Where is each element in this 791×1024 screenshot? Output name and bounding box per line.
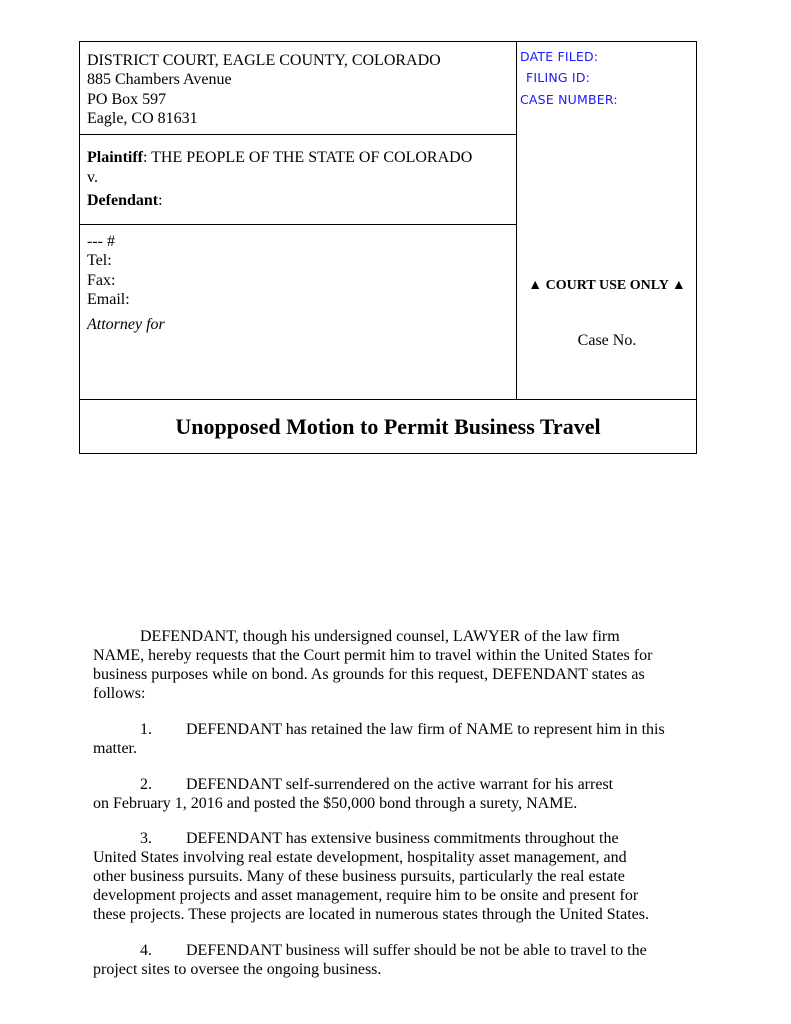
paragraph-line: United States involving real estate development, hospitality asset management, and bbox=[93, 849, 627, 866]
intro-line: DEFENDANT, though his undersigned counsel, LAWYER of the law firm bbox=[140, 628, 620, 645]
court-street: 885 Chambers Avenue bbox=[87, 71, 232, 88]
intro-paragraph bbox=[93, 627, 693, 703]
case-caption-table bbox=[79, 41, 697, 454]
title-cell bbox=[80, 399, 696, 455]
numbered-paragraph-4 bbox=[93, 941, 693, 979]
paragraph-line: on February 1, 2016 and posted the $50,000 bond through a surety, NAME. bbox=[93, 795, 578, 812]
attorney-reg-number: --- # bbox=[87, 233, 115, 250]
paragraph-line: these projects. These projects are located in numerous states through the United States. bbox=[93, 906, 649, 923]
paragraph-first-line: 1. DEFENDANT has retained the law firm of NAME to represent him in this bbox=[93, 720, 693, 739]
plaintiff-value: : THE PEOPLE OF THE STATE OF COLORADO bbox=[143, 149, 473, 166]
intro-line: follows: bbox=[93, 685, 146, 702]
paragraph-number: 2. bbox=[140, 776, 152, 793]
attorney-info-cell bbox=[80, 224, 516, 399]
attorney-email: Email: bbox=[87, 291, 130, 308]
intro-line: NAME, hereby requests that the Court permit him to travel within the United States for bbox=[93, 647, 653, 664]
paragraph-line: other business pursuits. Many of these business pursuits, particularly the real estate bbox=[93, 868, 625, 885]
attorney-for: Attorney for bbox=[87, 316, 165, 333]
court-use-only-label: ▲ COURT USE ONLY ▲ bbox=[528, 278, 686, 293]
paragraph-line: matter. bbox=[93, 740, 137, 757]
court-info-cell bbox=[80, 42, 516, 135]
paragraph-number: 1. bbox=[140, 721, 152, 738]
filing-id-label: FILING ID: bbox=[526, 70, 591, 85]
attorney-tel: Tel: bbox=[87, 252, 112, 269]
document-title: Unopposed Motion to Permit Business Travel bbox=[175, 414, 601, 439]
court-name: DISTRICT COURT, EAGLE COUNTY, COLORADO bbox=[87, 52, 441, 69]
defendant-line bbox=[87, 191, 163, 210]
paragraph-first-line: 3. DEFENDANT has extensive business commitments throughout the bbox=[93, 829, 693, 848]
date-filed-label: DATE FILED: bbox=[520, 49, 599, 64]
plaintiff-line bbox=[87, 148, 472, 167]
versus-text: v. bbox=[87, 169, 98, 186]
caption-left-column bbox=[80, 42, 517, 399]
paragraph-first-line: 2. DEFENDANT self-surrendered on the active warrant for his arrest bbox=[93, 775, 693, 794]
case-no-label: Case No. bbox=[577, 332, 637, 349]
court-city-state-zip: Eagle, CO 81631 bbox=[87, 110, 198, 127]
defendant-value: : bbox=[158, 192, 163, 209]
numbered-paragraph-2 bbox=[93, 775, 693, 813]
numbered-paragraph-3 bbox=[93, 829, 693, 924]
intro-line: business purposes while on bond. As grounds for this request, DEFENDANT states as bbox=[93, 666, 645, 683]
attorney-fax: Fax: bbox=[87, 272, 116, 289]
numbered-paragraph-1 bbox=[93, 720, 693, 758]
court-po-box: PO Box 597 bbox=[87, 91, 167, 108]
plaintiff-label: Plaintiff bbox=[87, 149, 143, 166]
paragraph-line: development projects and asset management, require him to be onsite and present for bbox=[93, 887, 639, 904]
paragraph-number: 3. bbox=[140, 830, 152, 847]
defendant-label: Defendant bbox=[87, 192, 159, 209]
paragraph-first-line: 4. DEFENDANT business will suffer should be not be able to travel to the bbox=[93, 941, 693, 960]
case-number-label: CASE NUMBER: bbox=[520, 92, 618, 107]
parties-cell bbox=[80, 134, 516, 225]
paragraph-line: project sites to oversee the ongoing business. bbox=[93, 961, 382, 978]
paragraph-number: 4. bbox=[140, 942, 152, 959]
court-use-column bbox=[517, 42, 697, 399]
